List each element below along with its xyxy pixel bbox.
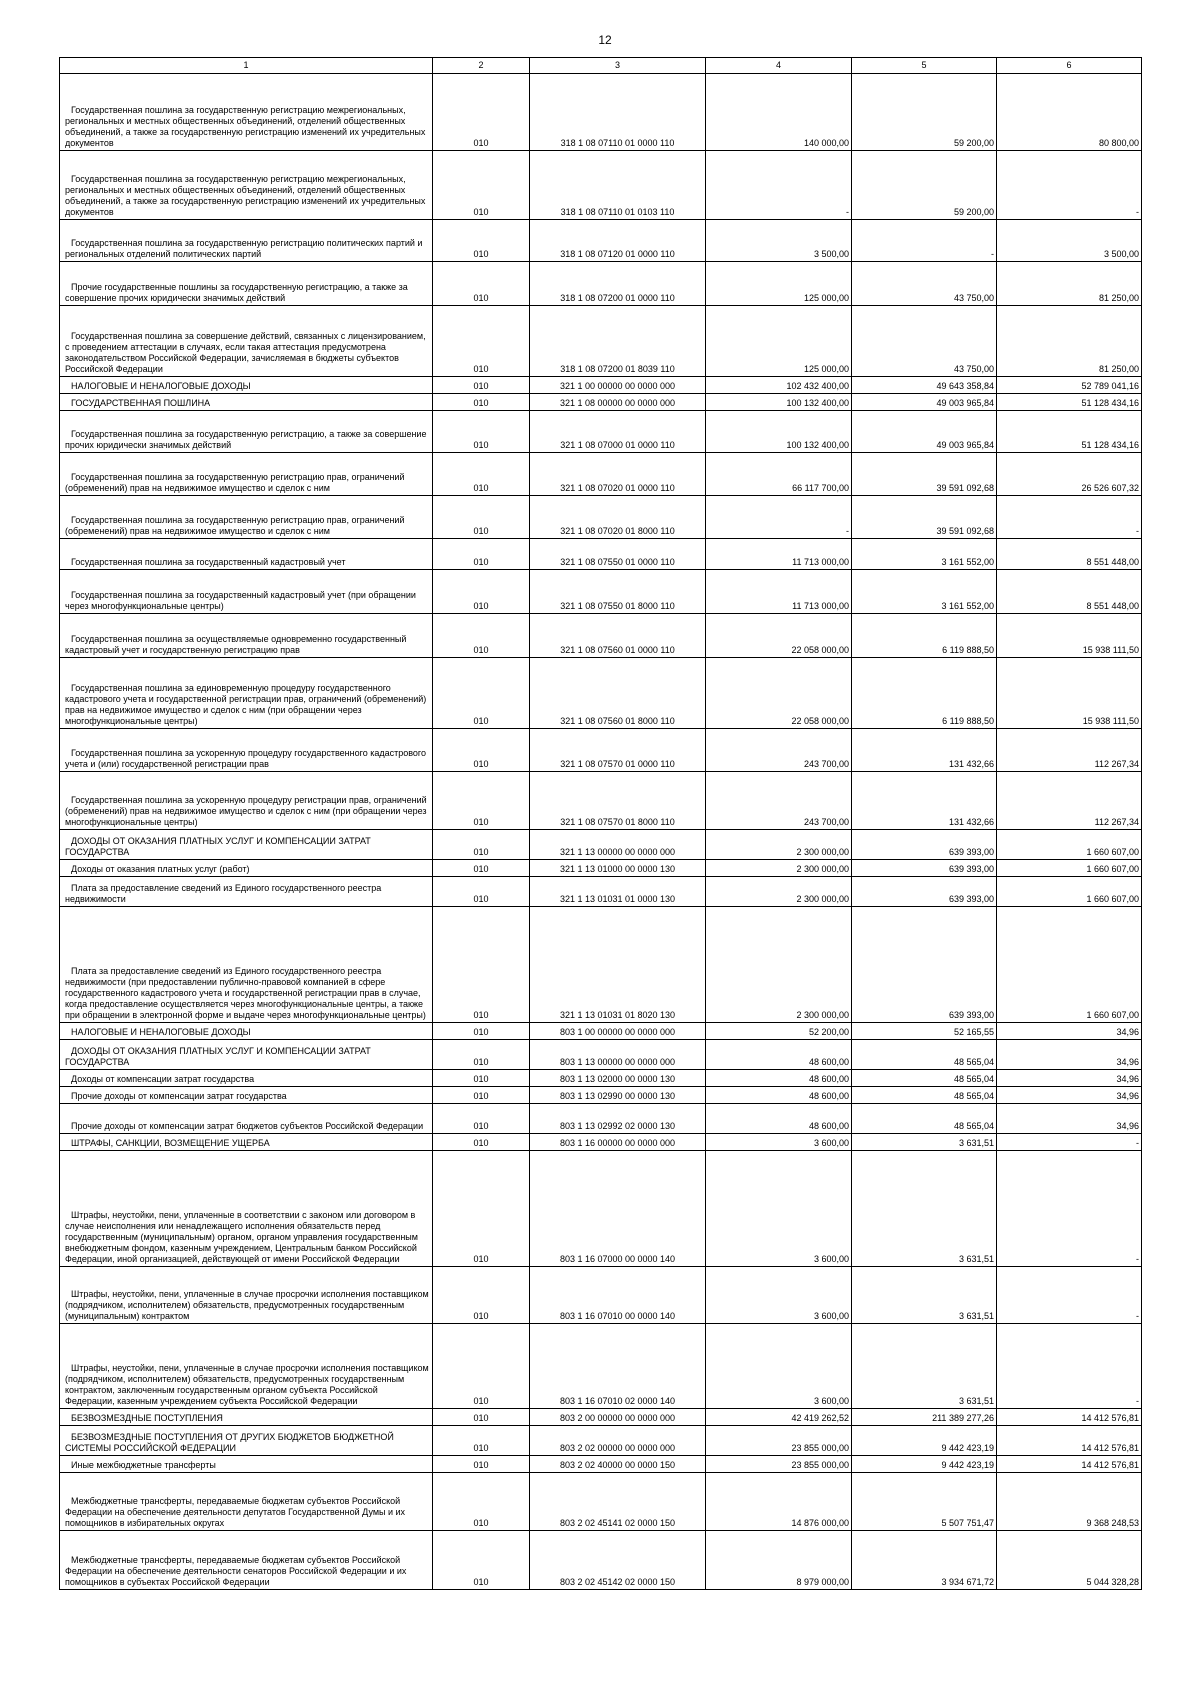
unexecuted-amount-cell: 34,96 bbox=[997, 1087, 1142, 1104]
income-name-text: НАЛОГОВЫЕ И НЕНАЛОГОВЫЕ ДОХОДЫ bbox=[71, 381, 251, 391]
unexecuted-amount-cell: - bbox=[997, 1267, 1142, 1324]
executed-amount-cell: 5 507 751,47 bbox=[852, 1473, 997, 1531]
unexecuted-amount-cell: 112 267,34 bbox=[997, 729, 1142, 772]
approved-amount-cell: 2 300 000,00 bbox=[706, 907, 852, 1023]
income-name-text: Прочие доходы от компенсации затрат бюджетов субъектов Российской Федерации bbox=[71, 1121, 424, 1131]
income-name-text: Государственная пошлина за осуществляемые одновременно государственный кадастровый учет и государственную регистрацию прав bbox=[65, 634, 407, 655]
line-code-cell: 010 bbox=[433, 74, 530, 151]
income-name-cell bbox=[60, 772, 433, 830]
table-row bbox=[60, 877, 1142, 907]
unexecuted-amount-cell: 14 412 576,81 bbox=[997, 1409, 1142, 1426]
executed-amount-cell: 3 631,51 bbox=[852, 1151, 997, 1267]
income-name-text: Штрафы, неустойки, пени, уплаченные в соответствии с законом или договором в случае неисполнения или ненадлежащего исполнения обязательств перед государственным (муниципальным) органом, органом управления государственным внебюджетным фондом, казенным учреждением, Центральным банком Российской Федерации, иной организацией, действующей от имени Российской Федерации bbox=[65, 1210, 418, 1264]
income-name-cell bbox=[60, 1104, 433, 1134]
budget-classification-code-cell: 803 1 13 00000 00 0000 000 bbox=[530, 1040, 706, 1070]
executed-amount-cell: 6 119 888,50 bbox=[852, 614, 997, 658]
budget-classification-code-cell: 803 1 16 07000 00 0000 140 bbox=[530, 1151, 706, 1267]
executed-amount-cell: 3 631,51 bbox=[852, 1267, 997, 1324]
budget-classification-code-cell: 803 1 13 02000 00 0000 130 bbox=[530, 1070, 706, 1087]
line-code-cell: 010 bbox=[433, 1134, 530, 1151]
unexecuted-amount-cell: 34,96 bbox=[997, 1040, 1142, 1070]
table-row bbox=[60, 496, 1142, 539]
line-code-cell: 010 bbox=[433, 1104, 530, 1134]
approved-amount-cell: 243 700,00 bbox=[706, 772, 852, 830]
income-name-cell bbox=[60, 306, 433, 377]
income-name-text: Государственная пошлина за государственную регистрацию межрегиональных, региональных и местных общественных объединений, отделений общественных объединений, а также за государственную регистрацию изменений их учредительных документов bbox=[65, 174, 426, 217]
budget-classification-code-cell: 321 1 08 07570 01 0000 110 bbox=[530, 729, 706, 772]
unexecuted-amount-cell: 34,96 bbox=[997, 1104, 1142, 1134]
budget-classification-code-cell: 318 1 08 07110 01 0000 110 bbox=[530, 74, 706, 151]
column-header-5: 5 bbox=[852, 58, 997, 74]
budget-classification-code-cell: 803 1 13 02992 02 0000 130 bbox=[530, 1104, 706, 1134]
line-code-cell: 010 bbox=[433, 377, 530, 394]
table-row bbox=[60, 860, 1142, 877]
approved-amount-cell: 23 855 000,00 bbox=[706, 1426, 852, 1456]
unexecuted-amount-cell: 81 250,00 bbox=[997, 262, 1142, 306]
income-name-text: ШТРАФЫ, САНКЦИИ, ВОЗМЕЩЕНИЕ УЩЕРБА bbox=[71, 1138, 270, 1148]
line-code-cell: 010 bbox=[433, 1070, 530, 1087]
table-row bbox=[60, 1087, 1142, 1104]
unexecuted-amount-cell: 26 526 607,32 bbox=[997, 453, 1142, 496]
income-name-cell bbox=[60, 1070, 433, 1087]
budget-classification-code-cell: 321 1 08 07550 01 8000 110 bbox=[530, 570, 706, 614]
line-code-cell: 010 bbox=[433, 1409, 530, 1426]
budget-classification-code-cell: 318 1 08 07200 01 0000 110 bbox=[530, 262, 706, 306]
page-number: 12 bbox=[598, 33, 612, 47]
line-code-cell: 010 bbox=[433, 453, 530, 496]
table-row bbox=[60, 830, 1142, 860]
approved-amount-cell: 22 058 000,00 bbox=[706, 658, 852, 729]
income-name-cell bbox=[60, 377, 433, 394]
income-name-text: Прочие государственные пошлины за государственную регистрацию, а также за совершение прочих юридически значимых действий bbox=[65, 282, 408, 303]
table-row bbox=[60, 74, 1142, 151]
approved-amount-cell: 2 300 000,00 bbox=[706, 877, 852, 907]
unexecuted-amount-cell: 1 660 607,00 bbox=[997, 860, 1142, 877]
executed-amount-cell: - bbox=[852, 220, 997, 262]
income-name-text: ДОХОДЫ ОТ ОКАЗАНИЯ ПЛАТНЫХ УСЛУГ И КОМПЕНСАЦИИ ЗАТРАТ ГОСУДАРСТВА bbox=[65, 1046, 371, 1067]
executed-amount-cell: 48 565,04 bbox=[852, 1087, 997, 1104]
approved-amount-cell: 2 300 000,00 bbox=[706, 830, 852, 860]
line-code-cell: 010 bbox=[433, 570, 530, 614]
approved-amount-cell: 100 132 400,00 bbox=[706, 394, 852, 411]
income-name-text: Государственная пошлина за ускоренную процедуру регистрации прав, ограничений (обременений) прав на недвижимое имущество и сделок с ним (при обращении через многофункциональные центры) bbox=[65, 795, 427, 827]
budget-classification-code-cell: 321 1 08 07020 01 0000 110 bbox=[530, 453, 706, 496]
executed-amount-cell: 3 161 552,00 bbox=[852, 539, 997, 570]
budget-classification-code-cell: 321 1 08 07570 01 8000 110 bbox=[530, 772, 706, 830]
table-row bbox=[60, 306, 1142, 377]
executed-amount-cell: 39 591 092,68 bbox=[852, 453, 997, 496]
income-name-text: Доходы от оказания платных услуг (работ) bbox=[71, 864, 250, 874]
income-name-cell bbox=[60, 614, 433, 658]
unexecuted-amount-cell: 14 412 576,81 bbox=[997, 1426, 1142, 1456]
line-code-cell: 010 bbox=[433, 411, 530, 453]
budget-classification-code-cell: 803 1 13 02990 00 0000 130 bbox=[530, 1087, 706, 1104]
budget-classification-code-cell: 803 2 02 00000 00 0000 000 bbox=[530, 1426, 706, 1456]
executed-amount-cell: 639 393,00 bbox=[852, 907, 997, 1023]
income-name-cell bbox=[60, 1426, 433, 1456]
income-name-cell bbox=[60, 907, 433, 1023]
budget-classification-code-cell: 803 2 00 00000 00 0000 000 bbox=[530, 1409, 706, 1426]
column-header-2: 2 bbox=[433, 58, 530, 74]
executed-amount-cell: 43 750,00 bbox=[852, 306, 997, 377]
table-row bbox=[60, 1456, 1142, 1473]
executed-amount-cell: 3 631,51 bbox=[852, 1134, 997, 1151]
line-code-cell: 010 bbox=[433, 1023, 530, 1040]
income-name-cell bbox=[60, 1473, 433, 1531]
unexecuted-amount-cell: 1 660 607,00 bbox=[997, 907, 1142, 1023]
line-code-cell: 010 bbox=[433, 1267, 530, 1324]
table-row bbox=[60, 411, 1142, 453]
executed-amount-cell: 3 934 671,72 bbox=[852, 1531, 997, 1590]
line-code-cell: 010 bbox=[433, 772, 530, 830]
line-code-cell: 010 bbox=[433, 1531, 530, 1590]
line-code-cell: 010 bbox=[433, 877, 530, 907]
line-code-cell: 010 bbox=[433, 729, 530, 772]
budget-classification-code-cell: 318 1 08 07120 01 0000 110 bbox=[530, 220, 706, 262]
executed-amount-cell: 52 165,55 bbox=[852, 1023, 997, 1040]
income-name-cell bbox=[60, 658, 433, 729]
budget-classification-code-cell: 318 1 08 07110 01 0103 110 bbox=[530, 151, 706, 220]
income-name-text: Государственная пошлина за государственный кадастровый учет (при обращении через многофункциональные центры) bbox=[65, 590, 416, 611]
unexecuted-amount-cell: - bbox=[997, 496, 1142, 539]
unexecuted-amount-cell: 81 250,00 bbox=[997, 306, 1142, 377]
income-name-text: Государственная пошлина за государственную регистрацию межрегиональных, региональных и местных общественных объединений, отделений общественных объединений, а также за государственную регистрацию изменений их учредительных документов bbox=[65, 105, 426, 148]
table-row bbox=[60, 1473, 1142, 1531]
line-code-cell: 010 bbox=[433, 151, 530, 220]
approved-amount-cell: - bbox=[706, 151, 852, 220]
budget-classification-code-cell: 803 1 00 00000 00 0000 000 bbox=[530, 1023, 706, 1040]
table-row bbox=[60, 570, 1142, 614]
unexecuted-amount-cell: - bbox=[997, 151, 1142, 220]
income-name-text: Межбюджетные трансферты, передаваемые бюджетам субъектов Российской Федерации на обеспечение деятельности депутатов Государственной Думы и их помощников в избирательных округах bbox=[65, 1496, 406, 1528]
column-header-1: 1 bbox=[60, 58, 433, 74]
budget-classification-code-cell: 321 1 13 01031 01 0000 130 bbox=[530, 877, 706, 907]
executed-amount-cell: 6 119 888,50 bbox=[852, 658, 997, 729]
approved-amount-cell: 3 600,00 bbox=[706, 1267, 852, 1324]
table-row bbox=[60, 1426, 1142, 1456]
table-row bbox=[60, 394, 1142, 411]
income-report-table bbox=[59, 57, 1142, 1590]
income-name-cell bbox=[60, 539, 433, 570]
approved-amount-cell: 48 600,00 bbox=[706, 1087, 852, 1104]
table-row bbox=[60, 1267, 1142, 1324]
income-name-text: Доходы от компенсации затрат государства bbox=[71, 1074, 255, 1084]
budget-classification-code-cell: 321 1 08 00000 00 0000 000 bbox=[530, 394, 706, 411]
approved-amount-cell: 66 117 700,00 bbox=[706, 453, 852, 496]
income-name-text: Иные межбюджетные трансферты bbox=[71, 1460, 216, 1470]
line-code-cell: 010 bbox=[433, 306, 530, 377]
executed-amount-cell: 3 161 552,00 bbox=[852, 570, 997, 614]
report-body bbox=[60, 74, 1142, 1590]
approved-amount-cell: 42 419 262,52 bbox=[706, 1409, 852, 1426]
unexecuted-amount-cell: 14 412 576,81 bbox=[997, 1456, 1142, 1473]
budget-classification-code-cell: 803 1 16 07010 02 0000 140 bbox=[530, 1324, 706, 1409]
approved-amount-cell: 125 000,00 bbox=[706, 262, 852, 306]
table-row bbox=[60, 1324, 1142, 1409]
income-name-cell bbox=[60, 1040, 433, 1070]
approved-amount-cell: 8 979 000,00 bbox=[706, 1531, 852, 1590]
executed-amount-cell: 3 631,51 bbox=[852, 1324, 997, 1409]
column-header-3: 3 bbox=[530, 58, 706, 74]
income-name-text: НАЛОГОВЫЕ И НЕНАЛОГОВЫЕ ДОХОДЫ bbox=[71, 1027, 251, 1037]
table-row bbox=[60, 151, 1142, 220]
income-name-text: Государственная пошлина за государственную регистрацию политических партий и региональных отделений политических партий bbox=[65, 238, 423, 259]
income-name-text: Государственная пошлина за государственный кадастровый учет bbox=[71, 557, 346, 567]
income-name-cell bbox=[60, 151, 433, 220]
executed-amount-cell: 211 389 277,26 bbox=[852, 1409, 997, 1426]
approved-amount-cell: 48 600,00 bbox=[706, 1104, 852, 1134]
budget-classification-code-cell: 321 1 00 00000 00 0000 000 bbox=[530, 377, 706, 394]
table-row bbox=[60, 1040, 1142, 1070]
line-code-cell: 010 bbox=[433, 1426, 530, 1456]
income-name-text: Прочие доходы от компенсации затрат государства bbox=[71, 1091, 287, 1101]
income-name-cell bbox=[60, 570, 433, 614]
line-code-cell: 010 bbox=[433, 496, 530, 539]
approved-amount-cell: 48 600,00 bbox=[706, 1040, 852, 1070]
table-row bbox=[60, 1531, 1142, 1590]
unexecuted-amount-cell: 3 500,00 bbox=[997, 220, 1142, 262]
income-name-cell bbox=[60, 262, 433, 306]
income-name-cell bbox=[60, 394, 433, 411]
executed-amount-cell: 131 432,66 bbox=[852, 729, 997, 772]
line-code-cell: 010 bbox=[433, 262, 530, 306]
table-row bbox=[60, 907, 1142, 1023]
budget-classification-code-cell: 321 1 08 07020 01 8000 110 bbox=[530, 496, 706, 539]
budget-classification-code-cell: 803 1 16 00000 00 0000 000 bbox=[530, 1134, 706, 1151]
line-code-cell: 010 bbox=[433, 830, 530, 860]
table-row bbox=[60, 220, 1142, 262]
executed-amount-cell: 48 565,04 bbox=[852, 1070, 997, 1087]
unexecuted-amount-cell: 9 368 248,53 bbox=[997, 1473, 1142, 1531]
income-name-cell bbox=[60, 220, 433, 262]
income-name-cell bbox=[60, 1324, 433, 1409]
approved-amount-cell: 3 600,00 bbox=[706, 1324, 852, 1409]
unexecuted-amount-cell: 8 551 448,00 bbox=[997, 570, 1142, 614]
line-code-cell: 010 bbox=[433, 1040, 530, 1070]
table-row bbox=[60, 262, 1142, 306]
executed-amount-cell: 9 442 423,19 bbox=[852, 1426, 997, 1456]
line-code-cell: 010 bbox=[433, 1087, 530, 1104]
line-code-cell: 010 bbox=[433, 860, 530, 877]
income-name-cell bbox=[60, 74, 433, 151]
budget-classification-code-cell: 318 1 08 07200 01 8039 110 bbox=[530, 306, 706, 377]
income-name-text: БЕЗВОЗМЕЗДНЫЕ ПОСТУПЛЕНИЯ bbox=[71, 1413, 223, 1423]
budget-classification-code-cell: 321 1 13 01031 01 8020 130 bbox=[530, 907, 706, 1023]
income-name-cell bbox=[60, 830, 433, 860]
table-row bbox=[60, 772, 1142, 830]
line-code-cell: 010 bbox=[433, 1151, 530, 1267]
income-name-text: Государственная пошлина за государственную регистрацию, а также за совершение прочих юридически значимых действий bbox=[65, 429, 427, 450]
income-name-text: БЕЗВОЗМЕЗДНЫЕ ПОСТУПЛЕНИЯ ОТ ДРУГИХ БЮДЖЕТОВ БЮДЖЕТНОЙ СИСТЕМЫ РОССИЙСКОЙ ФЕДЕРАЦИИ bbox=[65, 1432, 394, 1453]
line-code-cell: 010 bbox=[433, 614, 530, 658]
executed-amount-cell: 9 442 423,19 bbox=[852, 1456, 997, 1473]
unexecuted-amount-cell: 8 551 448,00 bbox=[997, 539, 1142, 570]
income-name-text: Государственная пошлина за государственную регистрацию прав, ограничений (обременений) прав на недвижимое имущество и сделок с ним bbox=[65, 515, 405, 536]
executed-amount-cell: 49 003 965,84 bbox=[852, 394, 997, 411]
income-name-cell bbox=[60, 411, 433, 453]
unexecuted-amount-cell: - bbox=[997, 1151, 1142, 1267]
approved-amount-cell: 11 713 000,00 bbox=[706, 570, 852, 614]
budget-classification-code-cell: 321 1 08 07550 01 0000 110 bbox=[530, 539, 706, 570]
approved-amount-cell: 125 000,00 bbox=[706, 306, 852, 377]
table-row bbox=[60, 1134, 1142, 1151]
executed-amount-cell: 49 643 358,84 bbox=[852, 377, 997, 394]
line-code-cell: 010 bbox=[433, 1324, 530, 1409]
income-name-cell bbox=[60, 1267, 433, 1324]
line-code-cell: 010 bbox=[433, 907, 530, 1023]
income-name-cell bbox=[60, 1531, 433, 1590]
approved-amount-cell: 52 200,00 bbox=[706, 1023, 852, 1040]
income-name-cell bbox=[60, 496, 433, 539]
executed-amount-cell: 639 393,00 bbox=[852, 860, 997, 877]
table-row bbox=[60, 453, 1142, 496]
approved-amount-cell: 48 600,00 bbox=[706, 1070, 852, 1087]
approved-amount-cell: 102 432 400,00 bbox=[706, 377, 852, 394]
income-name-cell bbox=[60, 1151, 433, 1267]
table-row bbox=[60, 1409, 1142, 1426]
table-row bbox=[60, 1104, 1142, 1134]
executed-amount-cell: 131 432,66 bbox=[852, 772, 997, 830]
income-name-cell bbox=[60, 729, 433, 772]
budget-classification-code-cell: 321 1 08 07560 01 8000 110 bbox=[530, 658, 706, 729]
executed-amount-cell: 48 565,04 bbox=[852, 1040, 997, 1070]
executed-amount-cell: 49 003 965,84 bbox=[852, 411, 997, 453]
executed-amount-cell: 639 393,00 bbox=[852, 830, 997, 860]
unexecuted-amount-cell: 51 128 434,16 bbox=[997, 411, 1142, 453]
budget-classification-code-cell: 803 2 02 45141 02 0000 150 bbox=[530, 1473, 706, 1531]
table-row bbox=[60, 658, 1142, 729]
unexecuted-amount-cell: 112 267,34 bbox=[997, 772, 1142, 830]
approved-amount-cell: 3 500,00 bbox=[706, 220, 852, 262]
executed-amount-cell: 59 200,00 bbox=[852, 74, 997, 151]
budget-classification-code-cell: 803 2 02 45142 02 0000 150 bbox=[530, 1531, 706, 1590]
line-code-cell: 010 bbox=[433, 220, 530, 262]
executed-amount-cell: 59 200,00 bbox=[852, 151, 997, 220]
table-row bbox=[60, 377, 1142, 394]
income-name-cell bbox=[60, 1087, 433, 1104]
budget-classification-code-cell: 803 1 16 07010 00 0000 140 bbox=[530, 1267, 706, 1324]
income-name-cell bbox=[60, 877, 433, 907]
executed-amount-cell: 39 591 092,68 bbox=[852, 496, 997, 539]
unexecuted-amount-cell: 1 660 607,00 bbox=[997, 877, 1142, 907]
budget-classification-code-cell: 321 1 13 00000 00 0000 000 bbox=[530, 830, 706, 860]
column-header-6: 6 bbox=[997, 58, 1142, 74]
column-header-4: 4 bbox=[706, 58, 852, 74]
unexecuted-amount-cell: 51 128 434,16 bbox=[997, 394, 1142, 411]
unexecuted-amount-cell: 80 800,00 bbox=[997, 74, 1142, 151]
income-name-cell bbox=[60, 1134, 433, 1151]
income-name-text: Межбюджетные трансферты, передаваемые бюджетам субъектов Российской Федерации на обеспечение деятельности сенаторов Российской Федерации и их помощников в субъектах Российской Федерации bbox=[65, 1555, 407, 1587]
approved-amount-cell: 3 600,00 bbox=[706, 1134, 852, 1151]
approved-amount-cell: 100 132 400,00 bbox=[706, 411, 852, 453]
line-code-cell: 010 bbox=[433, 394, 530, 411]
executed-amount-cell: 639 393,00 bbox=[852, 877, 997, 907]
table-row bbox=[60, 1023, 1142, 1040]
line-code-cell: 010 bbox=[433, 1456, 530, 1473]
unexecuted-amount-cell: - bbox=[997, 1324, 1142, 1409]
approved-amount-cell: 22 058 000,00 bbox=[706, 614, 852, 658]
unexecuted-amount-cell: 15 938 111,50 bbox=[997, 658, 1142, 729]
line-code-cell: 010 bbox=[433, 658, 530, 729]
approved-amount-cell: 243 700,00 bbox=[706, 729, 852, 772]
income-name-text: Государственная пошлина за ускоренную процедуру государственного кадастрового учета и (или) государственной регистрации прав bbox=[65, 748, 427, 769]
budget-classification-code-cell: 321 1 08 07560 01 0000 110 bbox=[530, 614, 706, 658]
income-name-text: Штрафы, неустойки, пени, уплаченные в случае просрочки исполнения поставщиком (подрядчиком, исполнителем) обязательств, предусмотренных государственным контрактом, заключенным государственным органом субъекта Российской Федерации, казенным учреждением субъекта Российской Федерации bbox=[65, 1363, 429, 1406]
table-row bbox=[60, 1070, 1142, 1087]
unexecuted-amount-cell: 52 789 041,16 bbox=[997, 377, 1142, 394]
table-row bbox=[60, 539, 1142, 570]
unexecuted-amount-cell: 5 044 328,28 bbox=[997, 1531, 1142, 1590]
income-name-text: Плата за предоставление сведений из Единого государственного реестра недвижимости bbox=[65, 883, 382, 904]
budget-classification-code-cell: 321 1 08 07000 01 0000 110 bbox=[530, 411, 706, 453]
income-name-text: Государственная пошлина за совершение действий, связанных с лицензированием, с проведением аттестации в случаях, если такая аттестация предусмотрена законодательством Российской Федерации, зачисляемая в бюджеты субъектов Российской Федерации bbox=[65, 331, 426, 374]
table-row bbox=[60, 1151, 1142, 1267]
income-name-cell bbox=[60, 453, 433, 496]
income-name-text: Плата за предоставление сведений из Единого государственного реестра недвижимости (при предоставлении публично-правовой компанией в сфере государственного кадастрового учета и государственной регистрации прав в случае, когда предоставление осуществляется через многофункциональные центры, а также при обращении в электронной форме и выдаче через многофункциональные центры) bbox=[65, 966, 426, 1020]
column-number-header-row bbox=[60, 58, 1142, 74]
executed-amount-cell: 48 565,04 bbox=[852, 1104, 997, 1134]
line-code-cell: 010 bbox=[433, 1473, 530, 1531]
approved-amount-cell: - bbox=[706, 496, 852, 539]
executed-amount-cell: 43 750,00 bbox=[852, 262, 997, 306]
approved-amount-cell: 14 876 000,00 bbox=[706, 1473, 852, 1531]
budget-classification-code-cell: 321 1 13 01000 00 0000 130 bbox=[530, 860, 706, 877]
unexecuted-amount-cell: - bbox=[997, 1134, 1142, 1151]
table-row bbox=[60, 614, 1142, 658]
approved-amount-cell: 11 713 000,00 bbox=[706, 539, 852, 570]
unexecuted-amount-cell: 15 938 111,50 bbox=[997, 614, 1142, 658]
approved-amount-cell: 140 000,00 bbox=[706, 74, 852, 151]
unexecuted-amount-cell: 1 660 607,00 bbox=[997, 830, 1142, 860]
income-name-text: Государственная пошлина за единовременную процедуру государственного кадастрового учета и государственной регистрации прав, ограничений (обременений) прав на недвижимое имущество и сделок с ним (при обращении через многофункциональные центры) bbox=[65, 683, 427, 726]
income-name-cell bbox=[60, 1409, 433, 1426]
income-name-cell bbox=[60, 1456, 433, 1473]
income-name-cell bbox=[60, 1023, 433, 1040]
table-row bbox=[60, 729, 1142, 772]
approved-amount-cell: 2 300 000,00 bbox=[706, 860, 852, 877]
income-name-text: Государственная пошлина за государственную регистрацию прав, ограничений (обременений) прав на недвижимое имущество и сделок с ним bbox=[65, 472, 405, 493]
budget-classification-code-cell: 803 2 02 40000 00 0000 150 bbox=[530, 1456, 706, 1473]
unexecuted-amount-cell: 34,96 bbox=[997, 1070, 1142, 1087]
income-name-text: ГОСУДАРСТВЕННАЯ ПОШЛИНА bbox=[71, 398, 211, 408]
line-code-cell: 010 bbox=[433, 539, 530, 570]
approved-amount-cell: 3 600,00 bbox=[706, 1151, 852, 1267]
income-name-text: ДОХОДЫ ОТ ОКАЗАНИЯ ПЛАТНЫХ УСЛУГ И КОМПЕНСАЦИИ ЗАТРАТ ГОСУДАРСТВА bbox=[65, 836, 371, 857]
unexecuted-amount-cell: 34,96 bbox=[997, 1023, 1142, 1040]
income-name-text: Штрафы, неустойки, пени, уплаченные в случае просрочки исполнения поставщиком (подрядчиком, исполнителем) обязательств, предусмотренных государственным (муниципальным) контрактом bbox=[65, 1289, 429, 1321]
income-name-cell bbox=[60, 860, 433, 877]
approved-amount-cell: 23 855 000,00 bbox=[706, 1456, 852, 1473]
